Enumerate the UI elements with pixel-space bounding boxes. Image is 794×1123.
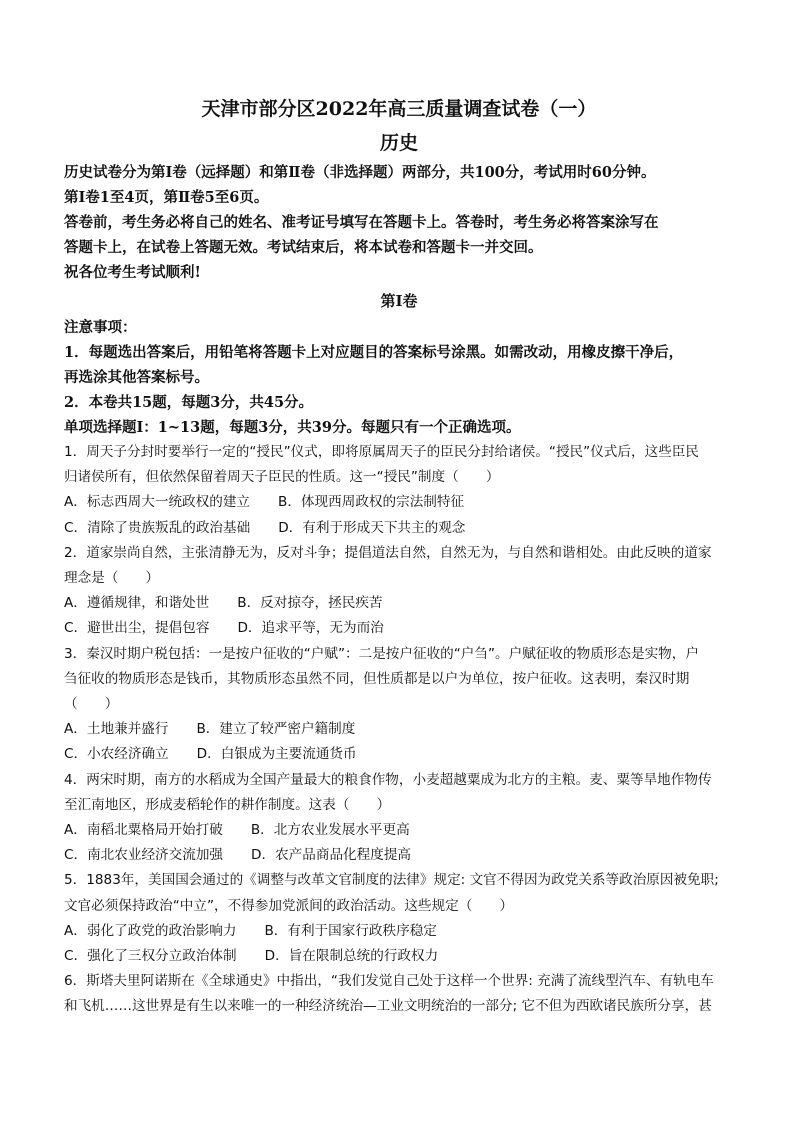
option-row: [64, 919, 734, 944]
option-d: D．旨在限制总统的行政权力: [264, 948, 439, 965]
option-d: D．农产品商品化程度提高: [251, 847, 412, 864]
intro-line: 祝各位考生考试顺利!: [64, 264, 201, 281]
question-stem-line: 刍征收的物质形态是钱币，其物质形态虽然不同，但性质都是以户为单位，按户征收。这表明，秦汉时期: [64, 670, 690, 687]
note-line: 再选涂其他答案标号。: [64, 369, 209, 386]
intro-line: 第Ⅰ卷1至4页，第Ⅱ卷5至6页。: [64, 189, 269, 206]
question-stem-line: 和飞机……这世界是有生以来唯一的一种经济统治—工业文明统治的一部分; 它不但为西欧诸民族所分享，甚: [64, 998, 712, 1015]
exam-title: 天津市部分区2022年高三质量调查试卷（一）: [201, 98, 597, 120]
option-row: [64, 818, 734, 843]
note-line: 2．本卷共15题，每题3分，共45分。: [64, 394, 314, 411]
option-a: A．南稻北粟格局开始打破: [64, 822, 223, 839]
option-d: D．追求平等，无为而治: [237, 620, 384, 637]
question-stem-line: 至汇南地区，形成麦稻轮作的耕作制度。这表（ ）: [64, 796, 391, 813]
intro-block: [64, 160, 734, 285]
subject-title: 历史: [379, 132, 418, 154]
question-stem-line: 1．周天子分封时要举行一定的“授民”仪式，即将原属周天子的臣民分封给诸侯。“授民”仪式后，这些臣民: [64, 444, 699, 460]
option-c: C．南北农业经济交流加强: [64, 847, 224, 864]
option-b: B．北方农业发展水平更高: [250, 822, 410, 839]
notes-title: 注意事项：: [64, 319, 137, 336]
option-c: C．小农经济确立: [64, 746, 169, 763]
option-row: [64, 944, 734, 969]
option-row: [64, 616, 734, 641]
question-1: [64, 440, 734, 541]
option-a: A．弱化了政党的政治影响力: [64, 922, 237, 939]
option-row: [64, 742, 734, 767]
question-stem-line: 6．斯塔夫里阿诺斯在《全球通史》中指出，“我们发觉自己处于这样一个世界: 充满了流线型汽车、有轨电车: [64, 973, 714, 990]
option-row: [64, 591, 734, 616]
option-b: B．有利于国家行政秩序稳定: [264, 922, 437, 939]
question-3: [64, 642, 734, 768]
question-stem-line: 4．两宋时期，南方的水稻成为全国产量最大的粮食作物，小麦超越粟成为北方的主粮。麦、粟等旱地作物传: [64, 771, 712, 788]
question-stem-line: 3．秦汉时期户税包括：一是按户征收的“户赋”：二是按户征收的“户刍”。户赋征收的物质形态是实物，户: [64, 645, 699, 662]
intro-line: 答题卡上，在试卷上答题无效。考试结束后，将本试卷和答题卡一并交回。: [64, 239, 543, 256]
option-a: A．标志西周大一统政权的建立: [64, 494, 251, 511]
option-row: [64, 490, 734, 515]
option-d: D．有利于形成天下共主的观念: [278, 519, 466, 536]
question-2: [64, 541, 734, 642]
question-stem-line: 归诸侯所有，但依然保留着周天子臣民的性质。这一“授民”制度（ ）: [64, 469, 500, 486]
note-line: 1．每题选出答案后，用铅笔将答题卡上对应题目的答案标号涂黑。如需改动，用橡皮擦干净后，: [64, 344, 684, 361]
question-6: [64, 969, 734, 1019]
question-4: [64, 768, 734, 869]
question-stem-line: 5．1883年，美国国会通过的《调整与改革文官制度的法律》规定: 文官不得因为政党关系等政治原因被免职;: [64, 872, 719, 889]
question-stem-line: 2．道家崇尚自然，主张清静无为，反对斗争；提倡道法自然，自然无为，与自然和谐相处。由此反映的道家: [64, 544, 712, 561]
intro-line: 答卷前，考生务必将自己的姓名、准考证号填写在答题卡上。答卷时，考生务必将答案涂写在: [64, 214, 659, 231]
note-line: 单项选择题Ⅰ：1~13题，每题3分，共39分。每题只有一个正确选项。: [64, 419, 521, 436]
question-5: [64, 868, 734, 969]
section-heading: 第Ⅰ卷: [380, 292, 418, 310]
option-b: B．体现西周政权的宗法制特征: [278, 494, 465, 511]
notes-block: [64, 315, 734, 440]
question-stem-line: 理念是（ ）: [64, 570, 160, 587]
intro-line: 历史试卷分为第Ⅰ卷（远择题）和第Ⅱ卷（非选择题）两部分，共100分，考试用时60分钟。: [64, 164, 656, 181]
option-c: C．清除了贵族叛乱的政治基础: [64, 519, 251, 536]
option-a: A．遵循规律，和谐处世: [64, 595, 210, 612]
question-stem-line: 文官必须保持政治“中立”，不得参加党派间的政治活动。这些规定（ ）: [64, 897, 514, 914]
option-d: D．白银成为主要流通货币: [196, 746, 357, 763]
option-b: B．反对掠夺，拯民疾苦: [237, 595, 383, 612]
question-stem-line: （ ）: [64, 696, 119, 713]
option-b: B．建立了较严密户籍制度: [196, 721, 356, 738]
option-c: C．避世出尘，提倡包容: [64, 620, 210, 637]
option-row: [64, 516, 734, 541]
option-a: A．土地兼并盛行: [64, 721, 169, 738]
option-c: C．强化了三权分立政治体制: [64, 948, 237, 965]
option-row: [64, 717, 734, 742]
option-row: [64, 843, 734, 868]
